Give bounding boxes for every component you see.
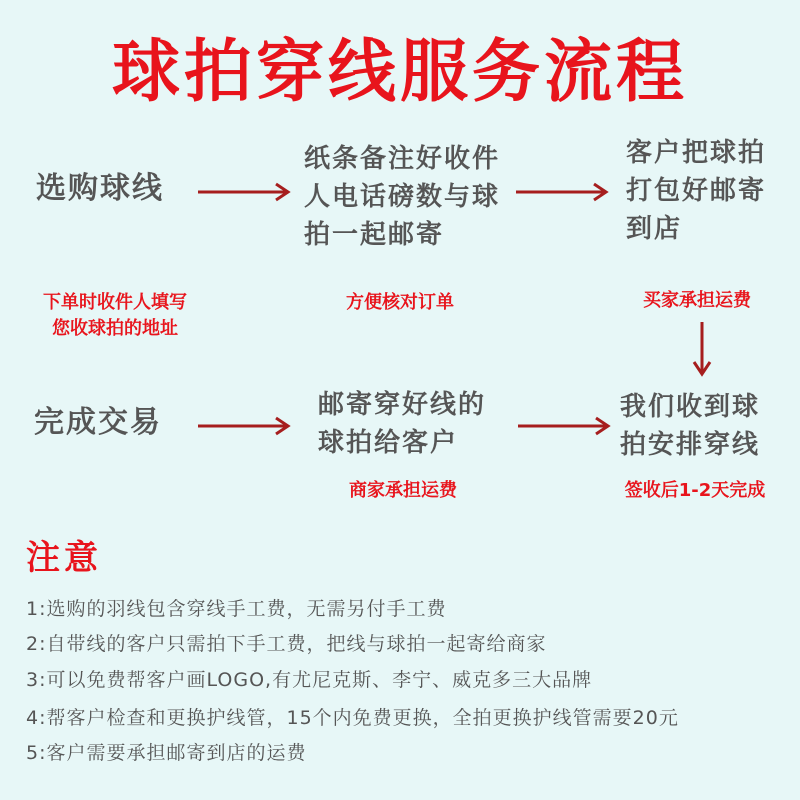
note-buyer-pays-shipping: 买家承担运费 — [643, 290, 751, 311]
step-line: 纸条备注好收件 — [304, 144, 501, 174]
step-line: 到店 — [626, 214, 683, 244]
step-receive-and-string — [620, 388, 760, 464]
arrow-right-icon — [516, 182, 616, 202]
step-customer-ships — [626, 134, 766, 248]
step-line: 我们收到球 — [620, 392, 761, 422]
step-line: 拍安排穿线 — [620, 430, 761, 460]
arrow-down-icon — [690, 322, 714, 378]
note-item: 3:可以免费帮客户画LOGO,有尤尼克斯、李宁、威克多三大品牌 — [26, 669, 593, 691]
note-line: 下单时收件人填写 — [43, 292, 187, 313]
arrow-right-icon — [198, 416, 298, 436]
step-line: 客户把球拍 — [626, 138, 767, 168]
note-line: 您收球拍的地址 — [52, 318, 178, 339]
note-item: 1:选购的羽线包含穿线手工费，无需另付手工费 — [26, 598, 447, 620]
note-verify-order: 方便核对订单 — [346, 292, 454, 313]
note-item: 2:自带线的客户只需拍下手工费，把线与球拍一起寄给商家 — [26, 633, 547, 655]
step-complete-deal: 完成交易 — [34, 405, 162, 440]
note-item: 5:客户需要承担邮寄到店的运费 — [26, 742, 307, 764]
step-line: 球拍给客户 — [318, 428, 459, 458]
arrow-left-icon — [518, 416, 618, 436]
step-line: 人电话磅数与球 — [304, 182, 501, 212]
page-title: 球拍穿线服务流程 — [111, 33, 688, 112]
note-item: 4:帮客户检查和更换护线管，15个内免费更换，全拍更换护线管需要20元 — [26, 707, 679, 729]
step-select-string: 选购球线 — [36, 171, 164, 206]
notes-title: 注意 — [26, 538, 102, 578]
note-completion-time: 签收后1-2天完成 — [624, 480, 766, 501]
note-seller-pays-shipping: 商家承担运费 — [349, 480, 457, 501]
step-line: 邮寄穿好线的 — [318, 390, 487, 420]
note-address — [30, 290, 200, 342]
step-note-and-mail — [304, 140, 500, 254]
arrow-right-icon — [198, 182, 298, 202]
step-line: 打包好邮寄 — [626, 176, 767, 206]
step-ship-back — [318, 386, 486, 462]
step-line: 拍一起邮寄 — [304, 220, 445, 250]
